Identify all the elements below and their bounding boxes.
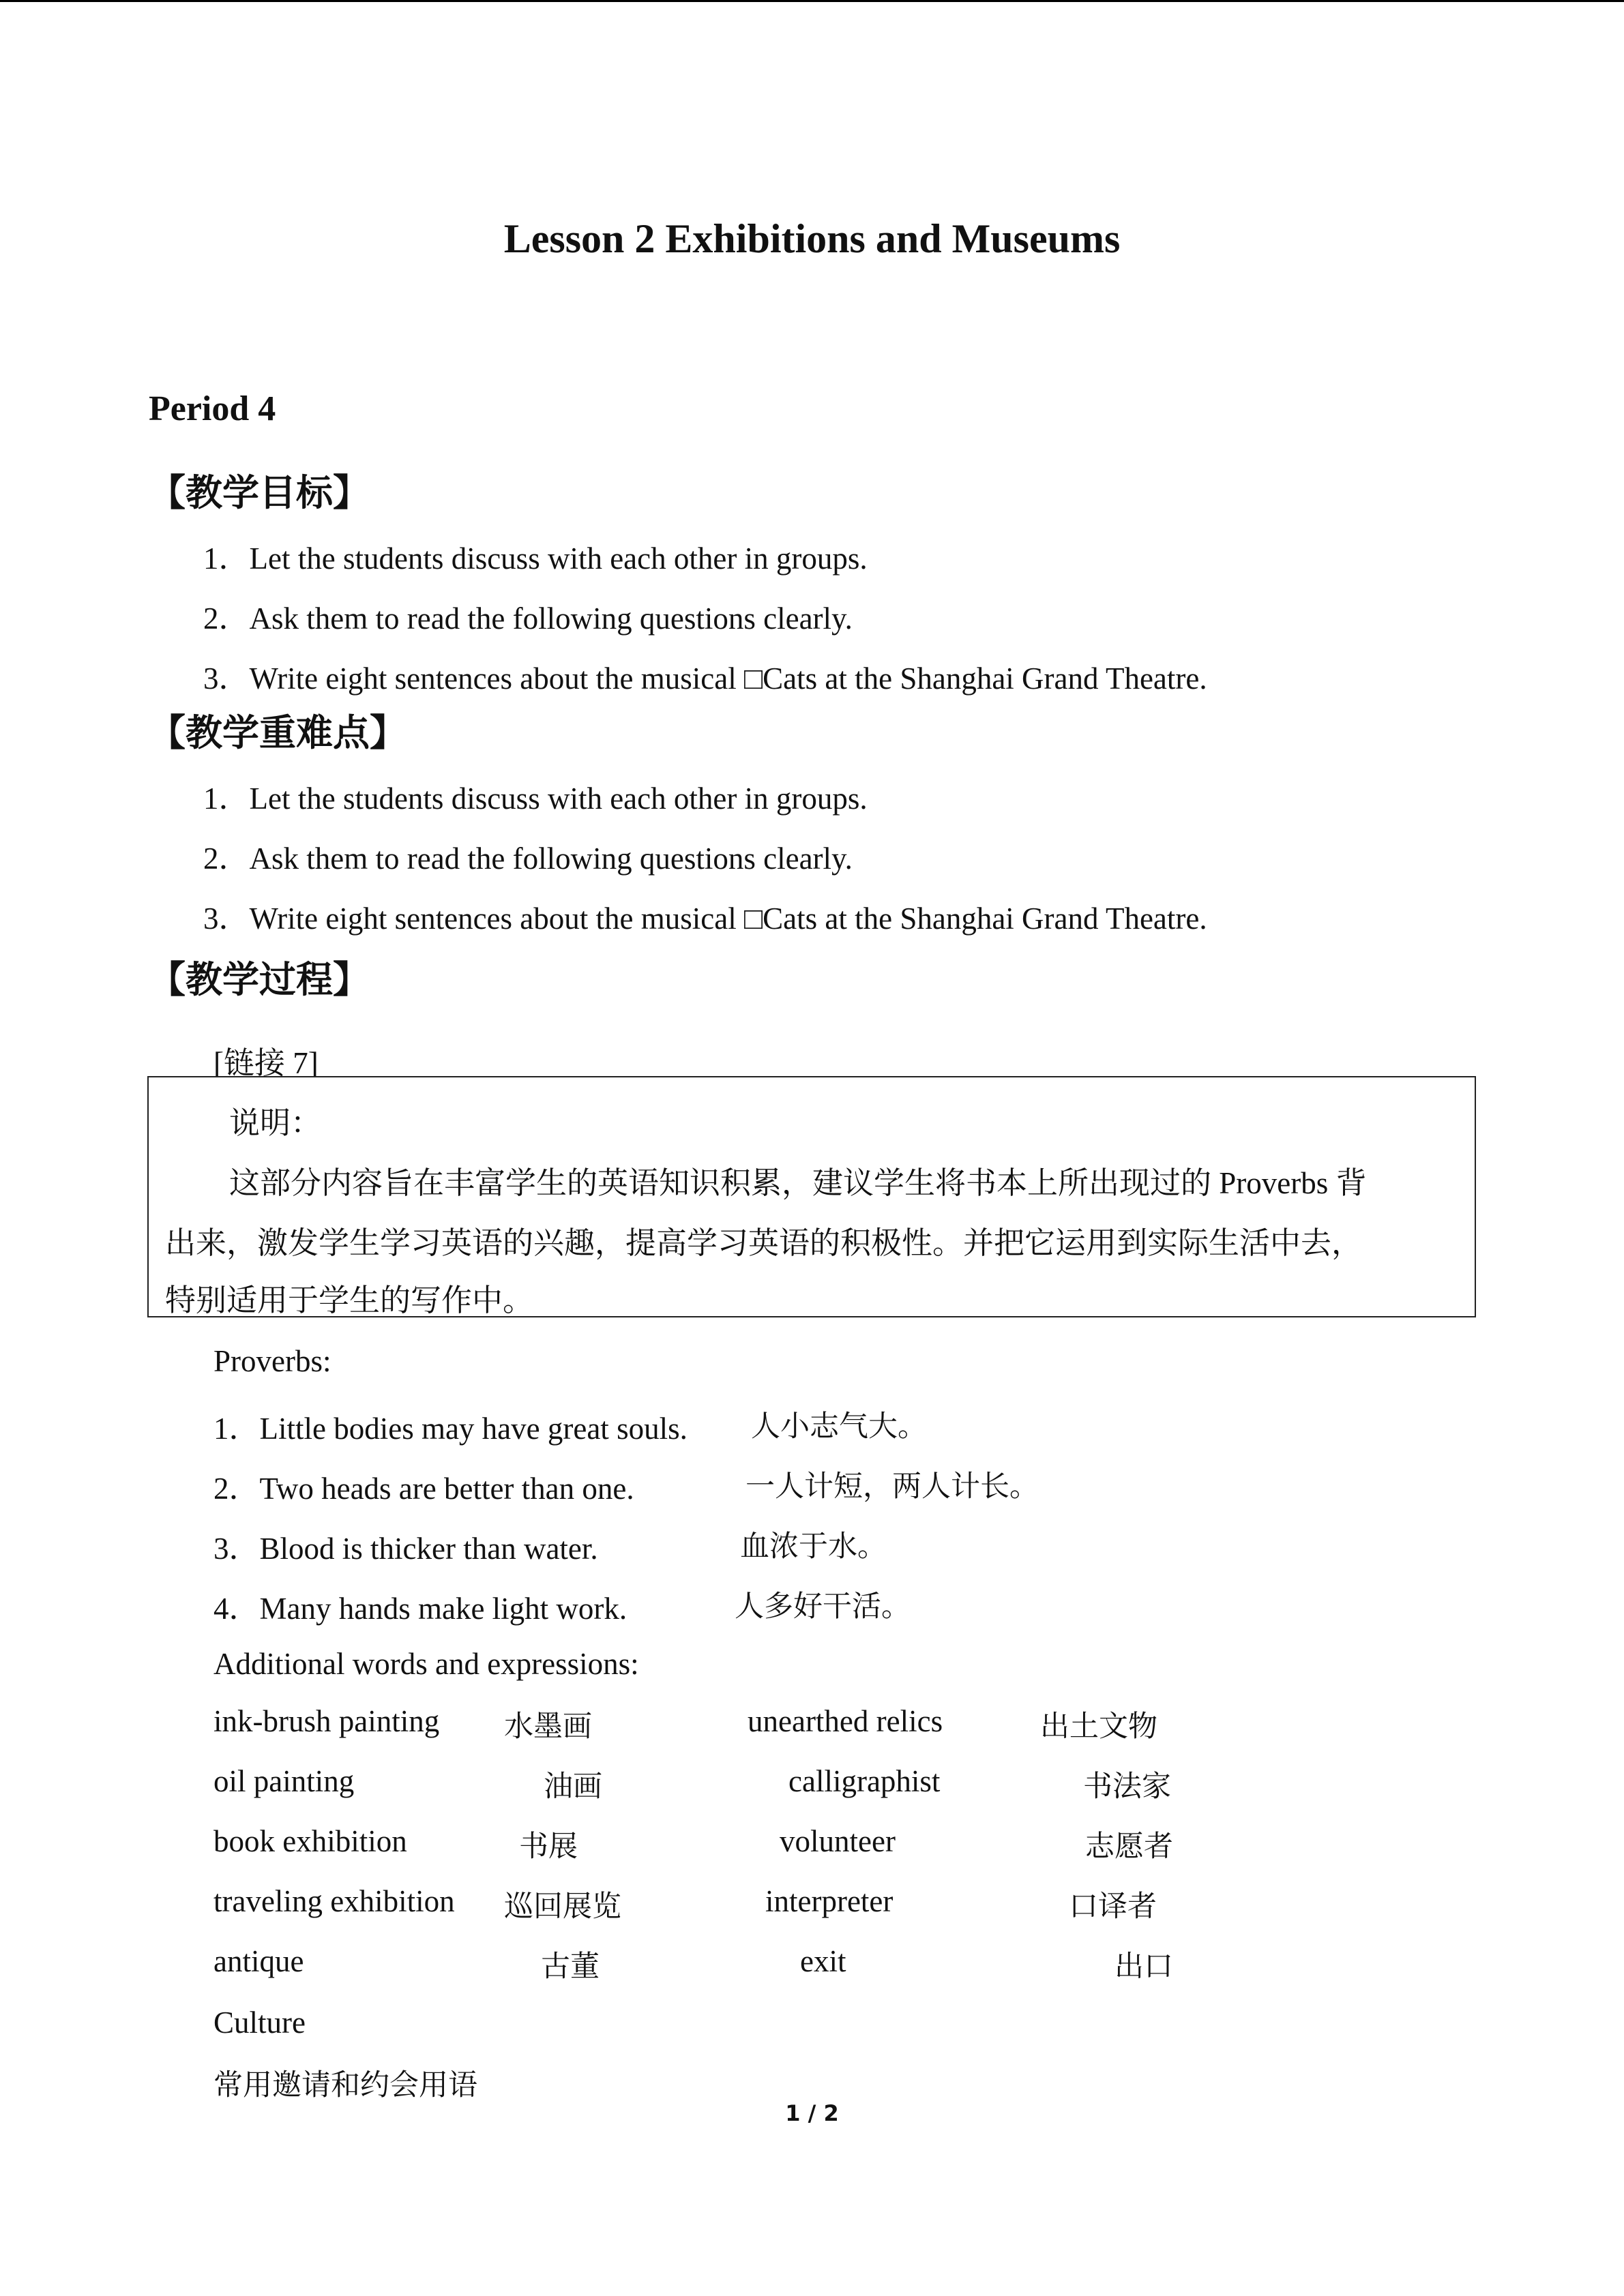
link-label: [链接 7] bbox=[213, 1046, 319, 1080]
key-point-item: 1．Let the students discuss with each other in groups. bbox=[203, 781, 868, 816]
proverb-en: 1．Little bodies may have great souls. bbox=[213, 1412, 688, 1446]
vocab-en: volunteer bbox=[780, 1824, 896, 1858]
additional-label: Additional words and expressions: bbox=[213, 1647, 639, 1681]
vocab-zh: 巡回展览 bbox=[504, 1890, 621, 1924]
culture-label: Culture bbox=[213, 2006, 306, 2040]
objective-item: 3．Write eight sentences about the musical □Cats at the Shanghai Grand Theatre. bbox=[203, 661, 1207, 696]
objective-item: 2．Ask them to read the following questions clearly. bbox=[203, 601, 853, 636]
proverb-zh: 一人计短，两人计长。 bbox=[745, 1470, 1039, 1504]
proverb-en: 4．Many hands make light work. bbox=[213, 1592, 628, 1626]
proverbs-label: Proverbs: bbox=[213, 1344, 331, 1378]
vocab-zh: 古董 bbox=[541, 1950, 600, 1984]
note-line: 出来，激发学生学习英语的兴趣，提高学习英语的积极性。并把它运用到实际生活中去， bbox=[165, 1226, 1363, 1260]
objectives-heading: 【教学目标】 bbox=[149, 471, 370, 514]
key-point-item: 3．Write eight sentences about the musical □Cats at the Shanghai Grand Theatre. bbox=[203, 901, 1207, 936]
note-label: 说明： bbox=[229, 1106, 322, 1140]
vocab-zh: 志愿者 bbox=[1085, 1830, 1173, 1864]
proverb-en: 3．Blood is thicker than water. bbox=[213, 1532, 598, 1566]
period-label: Period 4 bbox=[149, 389, 276, 428]
culture-subtitle: 常用邀请和约会用语 bbox=[213, 2068, 477, 2102]
vocab-zh: 口译者 bbox=[1069, 1890, 1157, 1924]
vocab-zh: 书展 bbox=[519, 1830, 578, 1864]
vocab-en: ink-brush painting bbox=[213, 1704, 440, 1738]
vocab-zh: 水墨画 bbox=[504, 1710, 592, 1744]
proverb-en: 2．Two heads are better than one. bbox=[213, 1472, 634, 1506]
vocab-zh: 出土文物 bbox=[1040, 1710, 1157, 1744]
vocab-en: calligraphist bbox=[788, 1764, 941, 1798]
key-points-heading: 【教学重难点】 bbox=[149, 711, 407, 754]
process-heading: 【教学过程】 bbox=[149, 958, 370, 1001]
page-title: Lesson 2 Exhibitions and Museums bbox=[503, 216, 1121, 261]
vocab-en: unearthed relics bbox=[748, 1704, 943, 1738]
vocab-en: exit bbox=[800, 1944, 846, 1978]
page-number: 1 / 2 bbox=[785, 2100, 839, 2126]
objective-item: 1．Let the students discuss with each other in groups. bbox=[203, 541, 868, 576]
vocab-zh: 油画 bbox=[544, 1770, 602, 1804]
note-line: 特别适用于学生的写作中。 bbox=[165, 1283, 534, 1317]
vocab-zh: 书法家 bbox=[1083, 1770, 1171, 1804]
note-box bbox=[147, 1076, 1476, 1317]
proverb-zh: 血浓于水。 bbox=[740, 1530, 887, 1564]
top-border-line bbox=[0, 0, 1624, 2]
vocab-en: interpreter bbox=[765, 1884, 894, 1918]
vocab-en: book exhibition bbox=[213, 1824, 407, 1858]
vocab-en: oil painting bbox=[213, 1764, 355, 1798]
proverb-zh: 人小志气大。 bbox=[751, 1410, 927, 1444]
vocab-en: traveling exhibition bbox=[213, 1884, 455, 1918]
vocab-en: antique bbox=[213, 1944, 304, 1978]
proverb-zh: 人多好干活。 bbox=[735, 1590, 911, 1624]
note-line: 这部分内容旨在丰富学生的英语知识积累，建议学生将书本上所出现过的 Proverbs 背 bbox=[229, 1166, 1367, 1200]
key-point-item: 2．Ask them to read the following questions clearly. bbox=[203, 841, 853, 876]
vocab-zh: 出口 bbox=[1114, 1950, 1173, 1984]
